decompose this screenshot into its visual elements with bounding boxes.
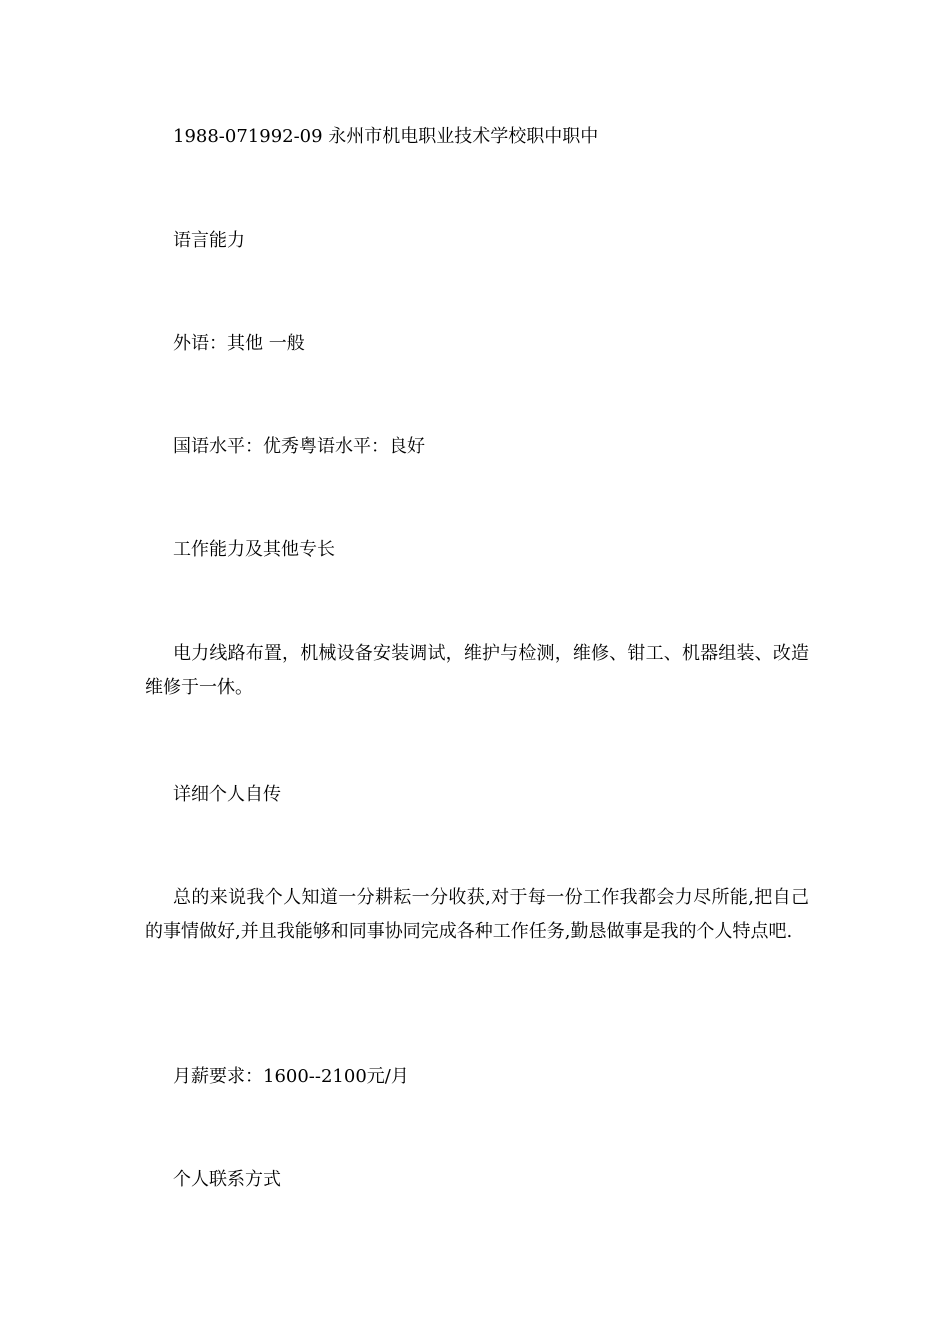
language-ability-heading: 语言能力	[173, 230, 245, 251]
autobiography-heading: 详细个人自传	[173, 784, 281, 805]
autobiography-paragraph: 总的来说我个人知道一分耕耘一分收获,对于每一份工作我都会力尽所能,把自己的事情做好,并且我能够和同事协同完成各种工作任务,勤恳做事是我的个人特点吧.	[145, 887, 809, 942]
contact-heading: 个人联系方式	[173, 1169, 281, 1190]
skills-heading: 工作能力及其他专长	[173, 539, 335, 560]
mandarin-cantonese-line: 国语水平：优秀粤语水平：良好	[173, 436, 425, 457]
skills-paragraph: 电力线路布置，机械设备安装调试，维护与检测，维修、钳工、机器组装、改造维修于一休。	[145, 643, 809, 698]
education-row: 1988-071992-09 永州市机电职业技术学校职中职中	[173, 126, 599, 147]
salary-line: 月薪要求：1600--2100元/月	[173, 1066, 409, 1087]
foreign-language-line: 外语：其他 一般	[173, 333, 305, 354]
